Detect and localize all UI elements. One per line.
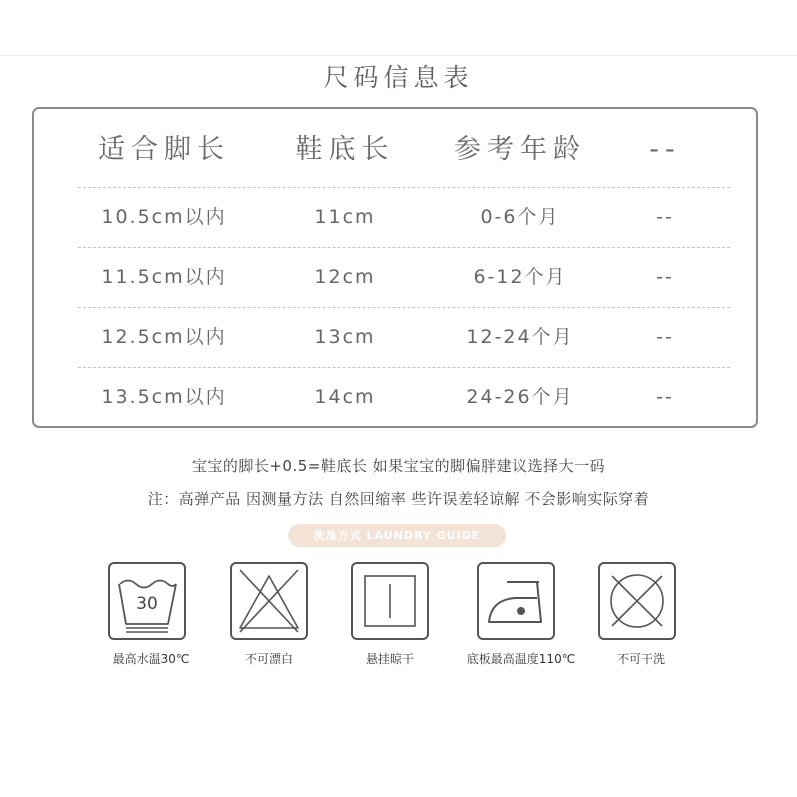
no-bleach-icon [230, 562, 308, 640]
cell-extra: -- [656, 266, 674, 288]
cell-extra: -- [656, 206, 674, 228]
iron-icon [477, 562, 555, 640]
header-reference-age: 参考年龄 [454, 134, 586, 165]
table-row [0, 377, 797, 417]
care-label-no-bleach: 不可漂白 [244, 652, 293, 666]
cell-foot-length: 12.5cm以内 [101, 326, 227, 348]
cell-sole-length: 11cm [314, 206, 376, 228]
cell-sole-length: 13cm [314, 326, 376, 348]
top-divider [0, 55, 797, 56]
cell-reference-age: 6-12个月 [473, 266, 567, 288]
disclaimer-note: 注：高弹产品 因测量方法 自然回缩率 些许误差轻谅解 不会影响实际穿着 [147, 490, 650, 508]
cell-reference-age: 24-26个月 [466, 386, 574, 408]
care-label-no-dry-clean: 不可干洗 [616, 652, 665, 666]
cell-extra: -- [656, 386, 674, 408]
care-label-wash: 最高水温30℃ [112, 652, 190, 666]
row-divider [78, 367, 730, 368]
no-dry-clean-icon [598, 562, 676, 640]
cell-reference-age: 0-6个月 [480, 206, 560, 228]
cell-reference-age: 12-24个月 [466, 326, 574, 348]
hang-dry-icon [351, 562, 429, 640]
row-divider [78, 307, 730, 308]
laundry-guide-badge: 洗涤方式 LAUNDRY GUIDE [288, 524, 506, 547]
header-sole-length: 鞋底长 [295, 134, 395, 165]
care-label-iron: 底板最高温度110℃ [466, 652, 576, 666]
wash-30-icon [108, 562, 186, 640]
row-divider [78, 247, 730, 248]
sizing-note: 宝宝的脚长+0.5=鞋底长 如果宝宝的脚偏胖建议选择大一码 [191, 457, 606, 475]
table-row [0, 197, 797, 237]
cell-foot-length: 11.5cm以内 [101, 266, 227, 288]
cell-sole-length: 14cm [314, 386, 376, 408]
row-divider [78, 187, 730, 188]
table-row [0, 257, 797, 297]
header-extra: -- [649, 134, 681, 165]
wash-temperature: 30 [136, 594, 158, 614]
table-row [0, 317, 797, 357]
table-header-row [0, 130, 797, 170]
cell-foot-length: 13.5cm以内 [101, 386, 227, 408]
cell-sole-length: 12cm [314, 266, 376, 288]
care-label-hang-dry: 悬挂晾干 [365, 652, 414, 666]
header-foot-length: 适合脚长 [98, 134, 230, 165]
cell-foot-length: 10.5cm以内 [101, 206, 227, 228]
cell-extra: -- [656, 326, 674, 348]
page-title: 尺码信息表 [323, 63, 474, 92]
